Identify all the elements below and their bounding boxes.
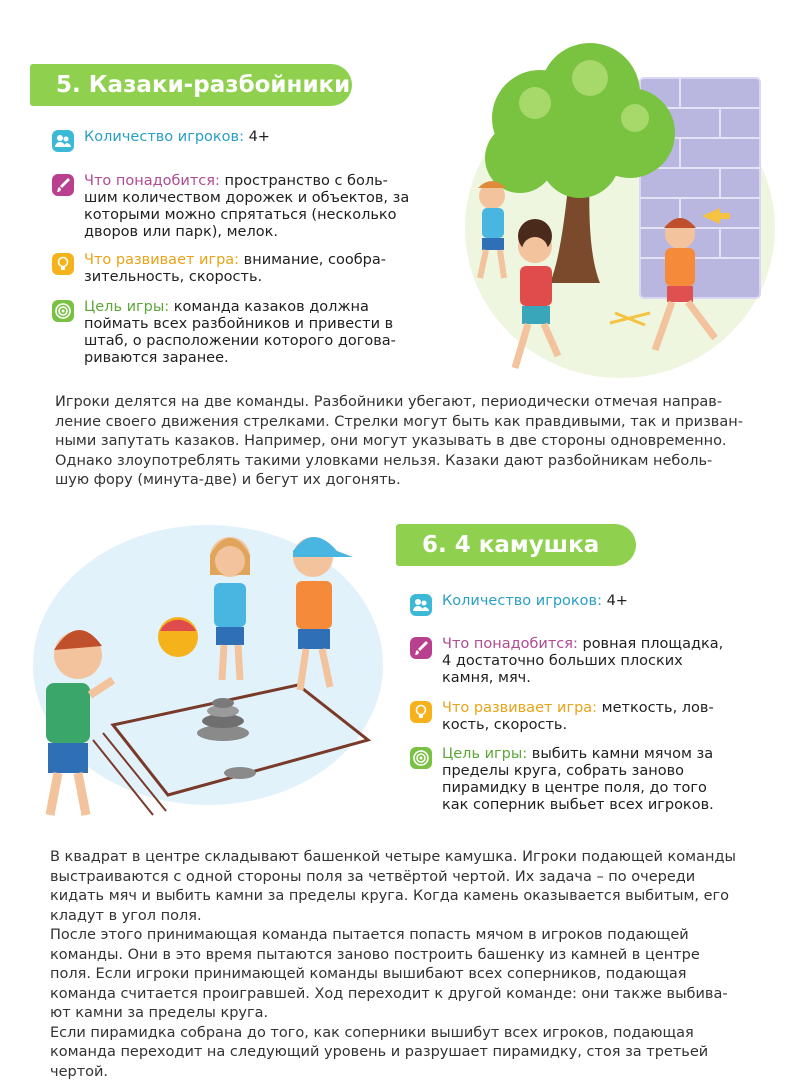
lightbulb-icon xyxy=(52,253,74,275)
section2-players-label: Количество игроков: xyxy=(442,593,602,609)
section2-need-line-3: камня, мяч. xyxy=(442,670,531,686)
section1-title: 5. Казаки-разбойники xyxy=(56,72,350,98)
target-icon xyxy=(410,747,432,769)
section2-paragraph-line-12: чертой. xyxy=(50,1063,780,1082)
four-stones-illustration xyxy=(18,515,388,835)
section2-need-line-1: ровная площадка, xyxy=(578,636,723,652)
section1-goal-row xyxy=(52,299,432,367)
section2-goal-line-2: пределы круга, собрать заново xyxy=(442,763,684,779)
section2-paragraph-line-7: поля. Если игроки принимающей команды вышибают всех соперников, подающая xyxy=(50,965,780,985)
section1-goal-line-4: риваются заранее. xyxy=(84,350,229,366)
section2-paragraph-line-6: команды. Они в это время пытаются заново построить башенку из камней в центре xyxy=(50,946,780,966)
section2-goal-line-1: выбить камни мячом за xyxy=(527,746,713,762)
section1-players-label: Количество игроков: xyxy=(84,129,244,145)
section1-paragraph-line-5: шую фору (минута-две) и бегут их догонять. xyxy=(55,471,775,491)
section2-paragraph-line-3: кидать мяч и выбить камни за пределы круга. Когда камень оказывается выбитым, его xyxy=(50,887,780,907)
section1-goal-line-1: команда казаков должна xyxy=(169,299,369,315)
section1-goal-line-2: поймать всех разбойников и привести в xyxy=(84,316,393,332)
players-icon xyxy=(52,130,74,152)
section2-paragraph-line-9: ют камни за пределы круга. xyxy=(50,1004,780,1024)
section1-goal-line-3: штаб, о расположении которого догова- xyxy=(84,333,396,349)
section1-players-row xyxy=(52,129,432,152)
section2-paragraph-line-10: Если пирамидка собрана до того, как соперники вышибут всех игроков, подающая xyxy=(50,1024,780,1044)
section2-need-label: Что понадобится: xyxy=(442,636,578,652)
section1-players-value: 4+ xyxy=(249,129,270,145)
brush-icon xyxy=(410,637,432,659)
section1-develop-label: Что развивает игра: xyxy=(84,252,239,268)
section1-develop-row xyxy=(52,252,432,286)
section1-paragraph-line-1: Игроки делятся на две команды. Разбойники убегают, периодически отмечая направ- xyxy=(55,393,775,413)
section2-players-row xyxy=(410,593,780,616)
section2-title-banner xyxy=(396,524,636,566)
target-icon xyxy=(52,300,74,322)
section2-develop-line-1: меткость, лов- xyxy=(597,700,714,716)
section1-need-label: Что понадобится: xyxy=(84,173,220,189)
section2-goal-line-4: как соперник выбьет всех игроков. xyxy=(442,797,714,813)
section2-paragraph-line-2: выстраиваются с одной стороны поля за четвёртой чертой. Их задача – по очереди xyxy=(50,868,780,888)
section1-title-banner xyxy=(30,64,352,106)
section1-paragraph-line-2: ление своего движения стрелками. Стрелки могут быть как правдивыми, так и призван- xyxy=(55,413,775,433)
section2-develop-line-2: кость, скорость. xyxy=(442,717,567,733)
section2-players-value: 4+ xyxy=(607,593,628,609)
section2-goal-line-3: пирамидку в центре поля, до того xyxy=(442,780,707,796)
section1-develop-line-2: зительность, скорость. xyxy=(84,269,262,285)
section2-paragraph-line-5: После этого принимающая команда пытается попасть мячом в игроков подающей xyxy=(50,926,780,946)
players-icon xyxy=(410,594,432,616)
section1-paragraph-line-4: Однако злоупотреблять такими уловками нельзя. Казаки дают разбойникам неболь- xyxy=(55,452,775,472)
section2-title: 6. 4 камушка xyxy=(422,532,599,558)
section2-need-row xyxy=(410,636,780,687)
section2-paragraph-line-11: команда переходит на следующий уровень и разрушает пирамидку, стоя за третьей xyxy=(50,1043,780,1063)
knocked-stone xyxy=(224,767,256,779)
section1-goal-label: Цель игры: xyxy=(84,299,169,315)
section1-need-row xyxy=(52,173,432,241)
section2-develop-label: Что развивает игра: xyxy=(442,700,597,716)
section1-need-line-2: шим количеством дорожек и объектов, за xyxy=(84,190,409,206)
section2-need-line-2: 4 достаточно больших плоских xyxy=(442,653,683,669)
section2-paragraph-line-4: кладут в угол поля. xyxy=(50,907,780,927)
section1-paragraph-line-3: ными запутать казаков. Например, они могут указывать в две стороны одновременно. xyxy=(55,432,775,452)
section2-paragraph-line-8: команда считается проигравшей. Ход переходит к другой команде: они также выбива- xyxy=(50,985,780,1005)
lightbulb-icon xyxy=(410,701,432,723)
section2-paragraph xyxy=(50,848,780,1082)
section1-need-line-1: пространство с боль- xyxy=(220,173,388,189)
section2-goal-label: Цель игры: xyxy=(442,746,527,762)
brush-icon xyxy=(52,174,74,196)
section2-develop-row xyxy=(410,700,780,734)
section1-develop-line-1: внимание, сообра- xyxy=(239,252,386,268)
section1-paragraph xyxy=(55,393,775,491)
section1-need-line-4: дворов или парк), мелок. xyxy=(84,224,278,240)
section2-paragraph-line-1: В квадрат в центре складывают башенкой четыре камушка. Игроки подающей команды xyxy=(50,848,780,868)
section2-goal-row xyxy=(410,746,780,814)
section1-need-line-3: которыми можно спрятаться (несколько xyxy=(84,207,397,223)
cossacks-illustration xyxy=(440,38,780,388)
